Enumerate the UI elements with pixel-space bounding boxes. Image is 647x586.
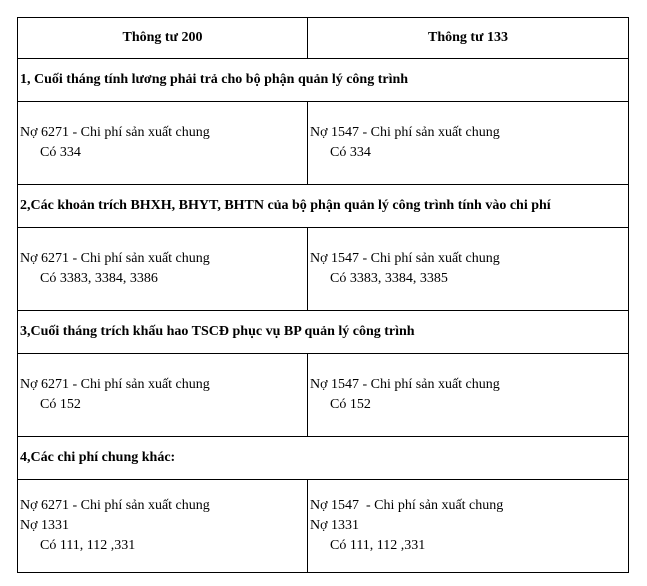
debit-line: Nợ 1547 - Chi phí sản xuất chung bbox=[310, 498, 504, 513]
section-title-row bbox=[18, 311, 629, 354]
entry-row bbox=[18, 228, 629, 311]
debit-line: Nợ 6271 - Chi phí sản xuất chung bbox=[20, 498, 210, 513]
entry-circular-200 bbox=[18, 228, 308, 311]
entry-row bbox=[18, 480, 629, 573]
header-circular-133: Thông tư 133 bbox=[308, 18, 629, 59]
section-title-row bbox=[18, 185, 629, 228]
debit-line: Nợ 1547 - Chi phí sản xuất chung bbox=[310, 377, 500, 392]
entry-circular-133 bbox=[308, 480, 629, 573]
credit-line: Có 152 bbox=[40, 397, 81, 412]
debit-line: Nợ 1547 - Chi phí sản xuất chung bbox=[310, 251, 500, 266]
entry-row bbox=[18, 102, 629, 185]
entry-circular-133 bbox=[308, 102, 629, 185]
credit-line: Có 111, 112 ,331 bbox=[40, 538, 136, 553]
debit-line: Nợ 6271 - Chi phí sản xuất chung bbox=[20, 125, 210, 140]
entry-circular-200 bbox=[18, 354, 308, 437]
accounting-comparison-table bbox=[17, 17, 629, 573]
entry-circular-133 bbox=[308, 354, 629, 437]
credit-line: Có 152 bbox=[330, 397, 371, 412]
credit-line: Có 3383, 3384, 3386 bbox=[40, 271, 158, 286]
entry-circular-200 bbox=[18, 102, 308, 185]
section-title-2: 2,Các khoản trích BHXH, BHYT, BHTN của bộ phận quản lý công trình tính vào chi phí bbox=[18, 185, 629, 228]
debit-line: Nợ 1547 - Chi phí sản xuất chung bbox=[310, 125, 500, 140]
credit-line: Có 334 bbox=[40, 145, 81, 160]
entry-circular-200 bbox=[18, 480, 308, 573]
section-title-row bbox=[18, 59, 629, 102]
debit-line: Nợ 6271 - Chi phí sản xuất chung bbox=[20, 251, 210, 266]
credit-line: Có 334 bbox=[330, 145, 371, 160]
section-title-1: 1, Cuối tháng tính lương phải trả cho bộ phận quản lý công trình bbox=[18, 59, 629, 102]
debit-line: Nợ 6271 - Chi phí sản xuất chung bbox=[20, 377, 210, 392]
section-title-3: 3,Cuối tháng trích khấu hao TSCĐ phục vụ BP quản lý công trình bbox=[18, 311, 629, 354]
header-row bbox=[18, 18, 629, 59]
entry-row bbox=[18, 354, 629, 437]
vat-debit-line: Nợ 1331 bbox=[20, 518, 70, 533]
section-title-4: 4,Các chi phí chung khác: bbox=[18, 437, 629, 480]
entry-circular-133 bbox=[308, 228, 629, 311]
vat-debit-line: Nợ 1331 bbox=[310, 518, 360, 533]
credit-line: Có 111, 112 ,331 bbox=[330, 538, 426, 553]
header-circular-200: Thông tư 200 bbox=[18, 18, 308, 59]
section-title-row bbox=[18, 437, 629, 480]
credit-line: Có 3383, 3384, 3385 bbox=[330, 271, 448, 286]
